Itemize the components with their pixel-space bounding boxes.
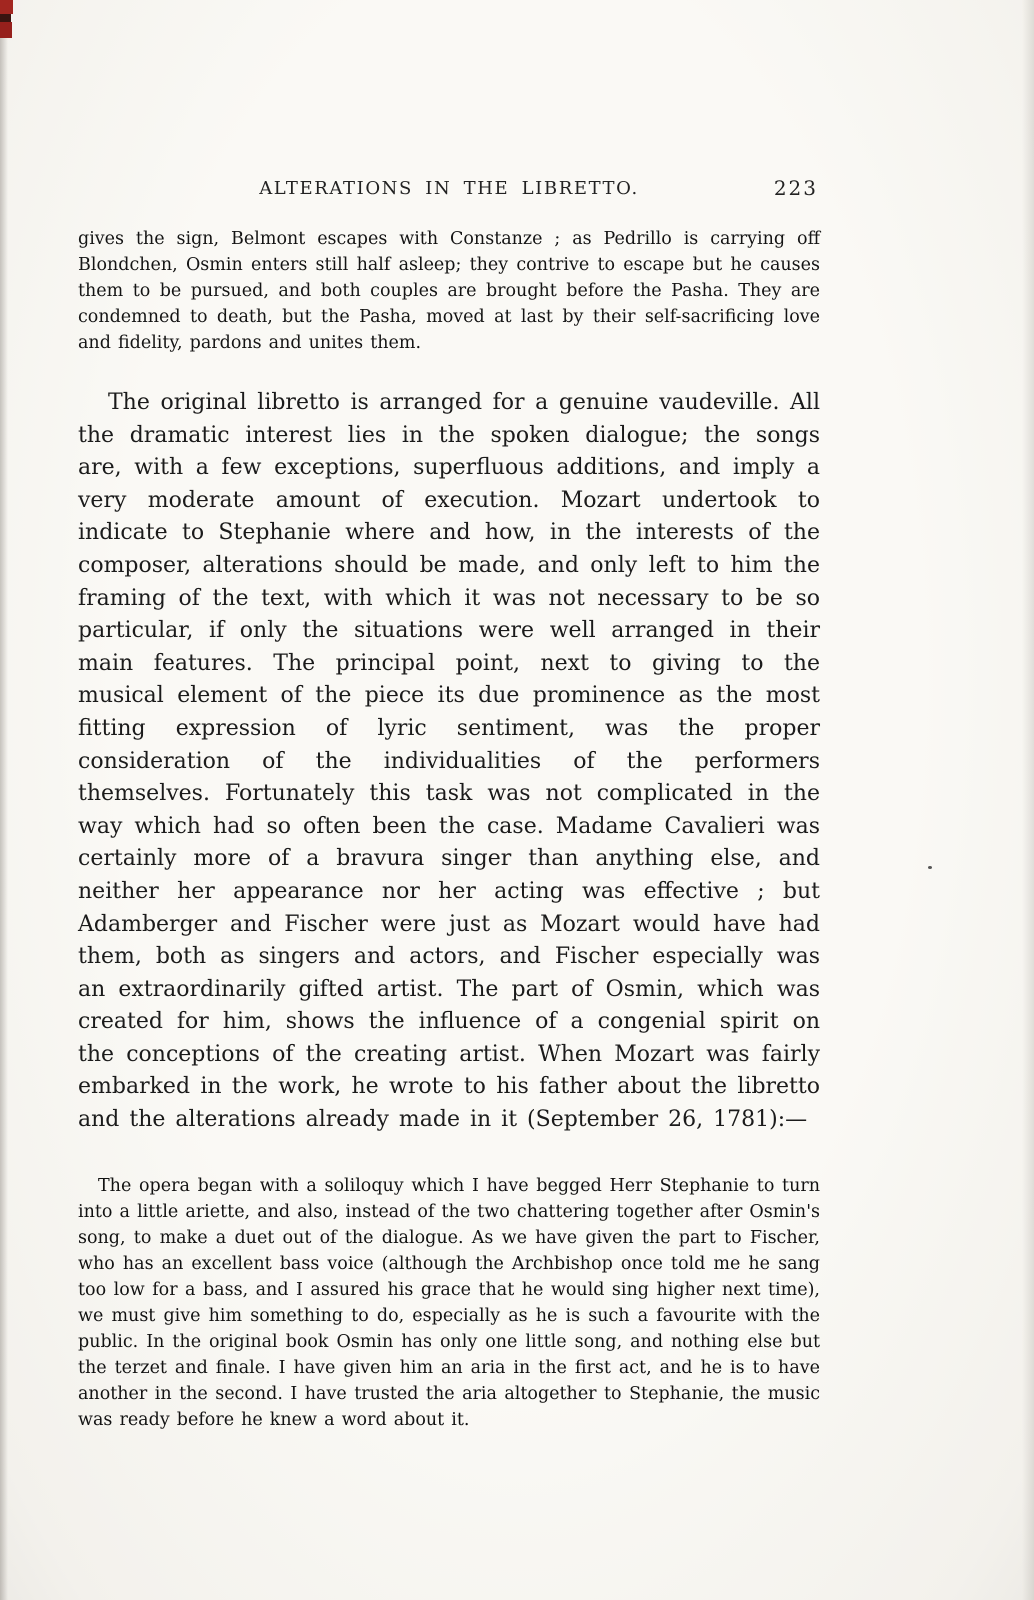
- scan-artifact-red-top: [0, 0, 13, 14]
- page-number: 223: [773, 176, 818, 200]
- scan-edge-shadow-left: [0, 0, 8, 1600]
- scan-artifact-red-bottom: [0, 22, 12, 38]
- running-header: [78, 178, 820, 199]
- running-header-title: ALTERATIONS IN THE LIBRETTO.: [259, 178, 639, 199]
- main-body-paragraph: The original libretto is arranged for a genuine vaudeville. All the dramatic interest lies in the spoken dialogue; the songs are, with a few exceptions, superfluous additions, and imply a very moderate amount of execution. Mozart undertook to indicate to Stephanie where and how, in the interests of the composer, alterations should be made, and only left to him the framing of the text, with which it was not necessary to be so particular, if only the situations were well arranged in their main features. The principal point, next to giving to the musical element of the piece its due prominence as the most fitting expression of lyric sentiment, was the proper consideration of the individualities of the performers themselves. Fortunately this task was not complicated in the way which had so often been the case. Madame Cavalieri was certainly more of a bravura singer than anything else, and neither her appearance nor her acting was effective ; but Adamberger and Fischer were just as Mozart would have had them, both as singers and actors, and Fischer especially was an extraordinarily gifted artist. The part of Osmin, which was created for him, shows the influence of a congenial spirit on the conceptions of the creating artist. When Mozart was fairly embarked in the work, he wrote to his father about the libretto and the alterations already made in it (September 26, 1781):—: [78, 390, 820, 1133]
- mozart-letter-quote: The opera began with a soliloquy which I have begged Herr Stephanie to turn into a little ariette, and also, instead of the two chattering together after Osmin's song, to make a duet out of the dialogue. As we have given the part to Fischer, who has an excellent bass voice (although the Archbishop once told me he sang too low for a bass, and I assured his grace that he would sing higher next time), we must give him something to do, especially as he is such a favourite with the public. In the original book Osmin has only one little song, and nothing else but the terzet and finale. I have given him an aria in the first act, and he is to have another in the second. I have trusted the aria altogether to Stephanie, the music was ready before he knew a word about it.: [78, 1175, 820, 1430]
- page-content: [78, 178, 820, 1433]
- synopsis-paragraph: gives the sign, Belmont escapes with Constanze ; as Pedrillo is carrying off Blondchen, Osmin enters still half asleep; they contrive to escape but he causes them to be pursued, and both couples are brought before the Pasha. They are condemned to death, but the Pasha, moved at last by their self-sacrificing love and fidelity, pardons and unites them.: [78, 229, 820, 353]
- scan-speck: [928, 866, 932, 869]
- scan-edge-shadow-right: [1022, 0, 1034, 1600]
- scan-artifact-dark: [0, 14, 11, 22]
